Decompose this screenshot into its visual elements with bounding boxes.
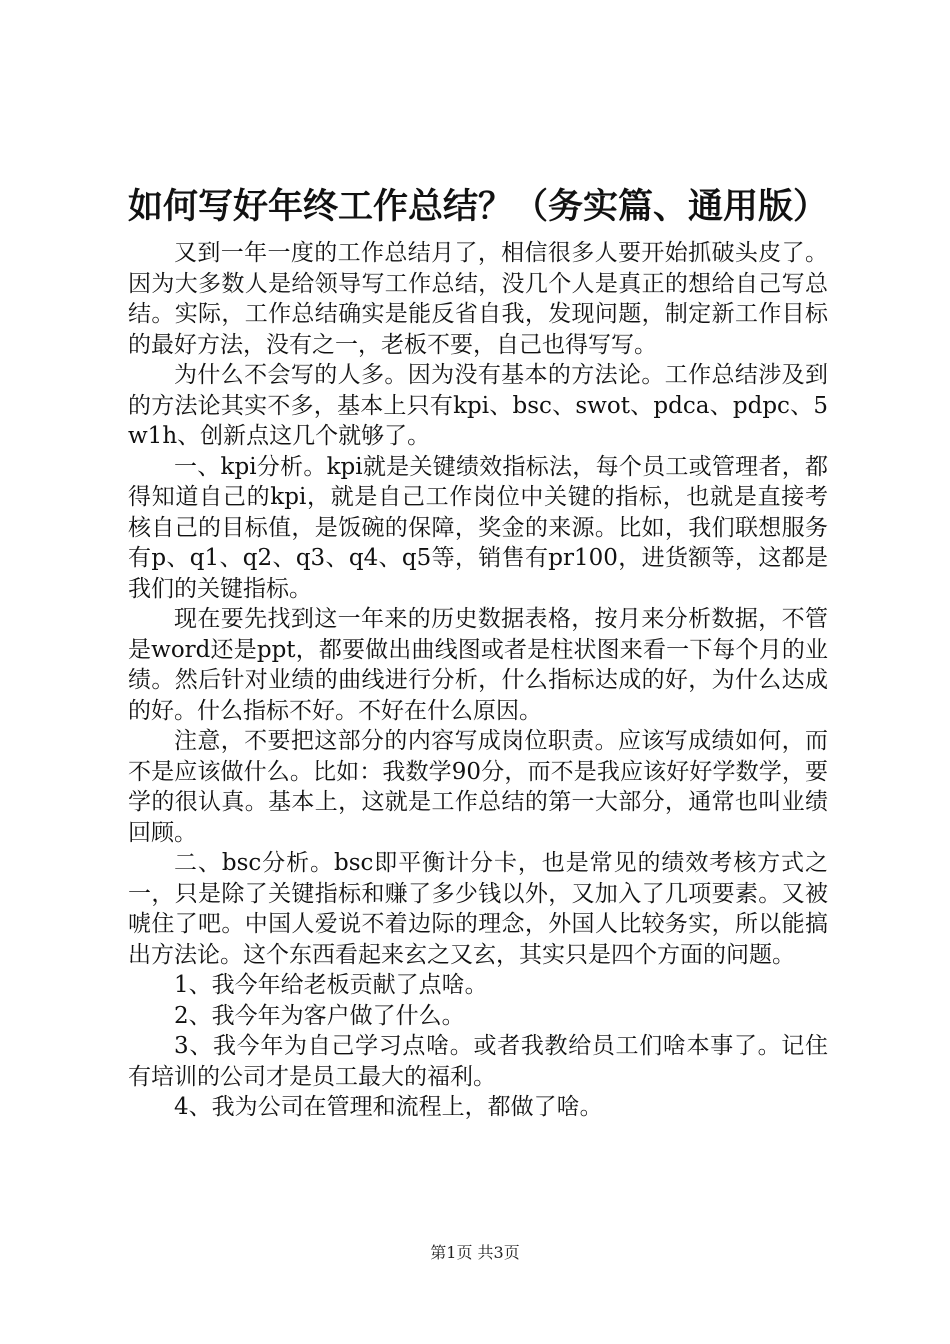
page-footer: 第1页 共3页 — [430, 1243, 520, 1262]
paragraph: 现在要先找到这一年来的历史数据表格，按月来分析数据，不管是word还是ppt，都要做出曲线图或者是柱状图来看一下每个月的业绩。然后针对业绩的曲线进行分析，什么指标达成的好，为什么达成的好。什么指标不好。不好在什么原因。 — [128, 606, 828, 724]
list-item: 3、我今年为自己学习点啥。或者我教给员工们啥本事了。记住有培训的公司才是员工最大的福利。 — [128, 1033, 828, 1090]
document-body — [128, 238, 828, 1123]
list-item: 1、我今年给老板贡献了点啥。 — [174, 972, 488, 998]
document-title: 如何写好年终工作总结？（务实篇、通用版） — [128, 187, 829, 227]
paragraph: 一、kpi分析。kpi就是关键绩效指标法，每个员工或管理者，都得知道自己的kpi，就是自己工作岗位中关键的指标，也就是直接考核自己的目标值，是饭碗的保障，奖金的来源。比如，我们联想服务有p、q1、q2、q3、q4、q5等，销售有pr100，进货额等，这都是我们的关键指标。 — [128, 453, 828, 602]
list-item: 2、我今年为客户做了什么。 — [174, 1002, 465, 1029]
paragraph: 注意，不要把这部分的内容写成岗位职责。应该写成绩如何，而不是应该做什么。比如：我数学90分，而不是我应该好好学数学，要学的很认真。基本上，这就是工作总结的第一大部分，通常也叫业绩回顾。 — [128, 728, 828, 846]
paragraph: 二、bsc分析。bsc即平衡计分卡，也是常见的绩效考核方式之一，只是除了关键指标和赚了多少钱以外，又加入了几项要素。又被唬住了吧。中国人爱说不着边际的理念，外国人比较务实，所以能搞出方法论。这个东西看起来玄之又玄，其实只是四个方面的问题。 — [128, 850, 828, 968]
list-item: 4、我为公司在管理和流程上，都做了啥。 — [174, 1094, 603, 1120]
paragraph: 为什么不会写的人多。因为没有基本的方法论。工作总结涉及到的方法论其实不多，基本上只有kpi、bsc、swot、pdca、pdpc、5w1h、创新点这几个就够了。 — [128, 362, 828, 449]
paragraph: 又到一年一度的工作总结月了，相信很多人要开始抓破头皮了。因为大多数人是给领导写工作总结，没几个人是真正的想给自己写总结。实际，工作总结确实是能反省自我，发现问题，制定新工作目标的最好方法，没有之一，老板不要，自己也得写写。 — [128, 240, 828, 358]
